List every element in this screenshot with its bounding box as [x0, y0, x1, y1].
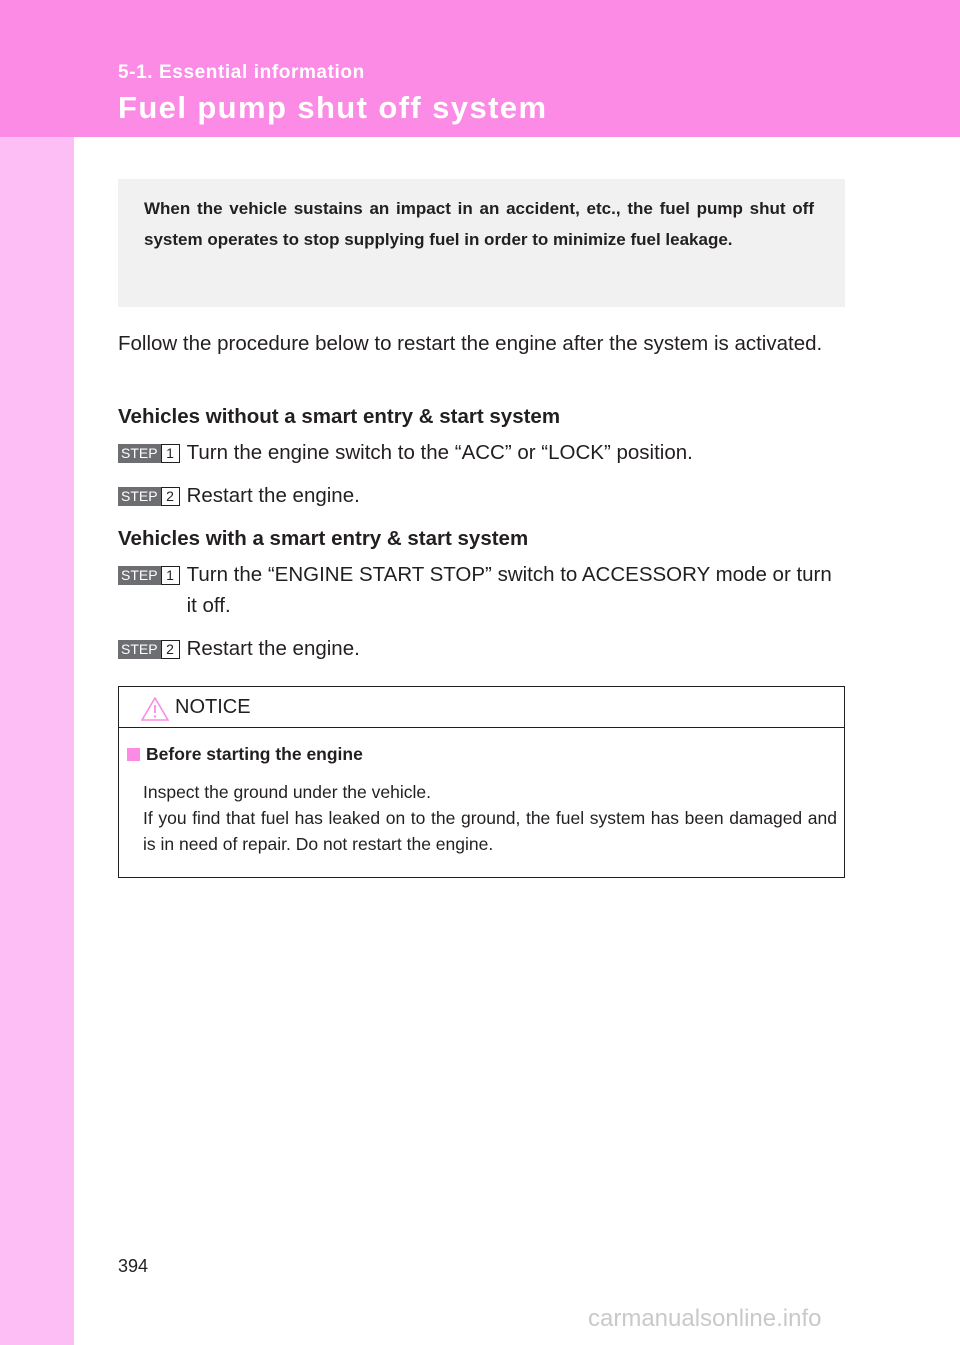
square-bullet-icon [127, 748, 140, 761]
step-number: 1 [161, 566, 180, 585]
step-text: Turn the “ENGINE START STOP” switch to ACCESSORY mode or turn it off. [186, 563, 832, 617]
heading-with-smart-entry: Vehicles with a smart entry & start system [118, 527, 529, 550]
step-badge [118, 487, 180, 506]
notice-line: Inspect the ground under the vehicle. [143, 782, 431, 802]
notice-label: NOTICE [175, 696, 251, 718]
page-title: Fuel pump shut off system [118, 90, 548, 125]
step-badge [118, 640, 180, 659]
warning-icon [141, 697, 169, 721]
step-badge [118, 444, 180, 463]
notice-item-title [127, 744, 363, 765]
step-with-1 [118, 562, 848, 621]
step-word: STEP [118, 566, 161, 585]
heading-without-smart-entry: Vehicles without a smart entry & start system [118, 405, 561, 428]
notice-header [119, 687, 844, 728]
step-with-2 [118, 636, 848, 664]
section-label: 5-1. Essential information [118, 62, 365, 83]
step-number: 2 [161, 487, 180, 506]
step-number: 1 [161, 444, 180, 463]
step-badge [118, 566, 180, 585]
step-word: STEP [118, 640, 161, 659]
procedure-text: Follow the procedure below to restart the engine after the system is activated. [118, 332, 823, 355]
header-band [0, 0, 960, 137]
step-without-1 [118, 440, 848, 468]
watermark: carmanualsonline.info [588, 1305, 822, 1332]
side-strip [0, 0, 74, 1345]
step-text: Restart the engine. [186, 637, 360, 660]
step-without-2 [118, 483, 848, 511]
intro-box [118, 179, 845, 307]
page-number: 394 [118, 1256, 149, 1276]
step-number: 2 [161, 640, 180, 659]
step-text: Restart the engine. [186, 484, 360, 507]
intro-text: When the vehicle sustains an impact in an accident, etc., the fuel pump shut off system operates to stop supplying fuel in order to minimize fuel leakage. [144, 199, 814, 249]
step-word: STEP [118, 487, 161, 506]
notice-body [143, 779, 837, 857]
step-text: Turn the engine switch to the “ACC” or “LOCK” position. [186, 441, 693, 464]
notice-item-title-text: Before starting the engine [146, 744, 363, 764]
step-word: STEP [118, 444, 161, 463]
notice-box [118, 686, 845, 878]
notice-line: If you find that fuel has leaked on to the ground, the fuel system has been damaged and is in need of repair. Do not restart the engine. [143, 808, 837, 854]
